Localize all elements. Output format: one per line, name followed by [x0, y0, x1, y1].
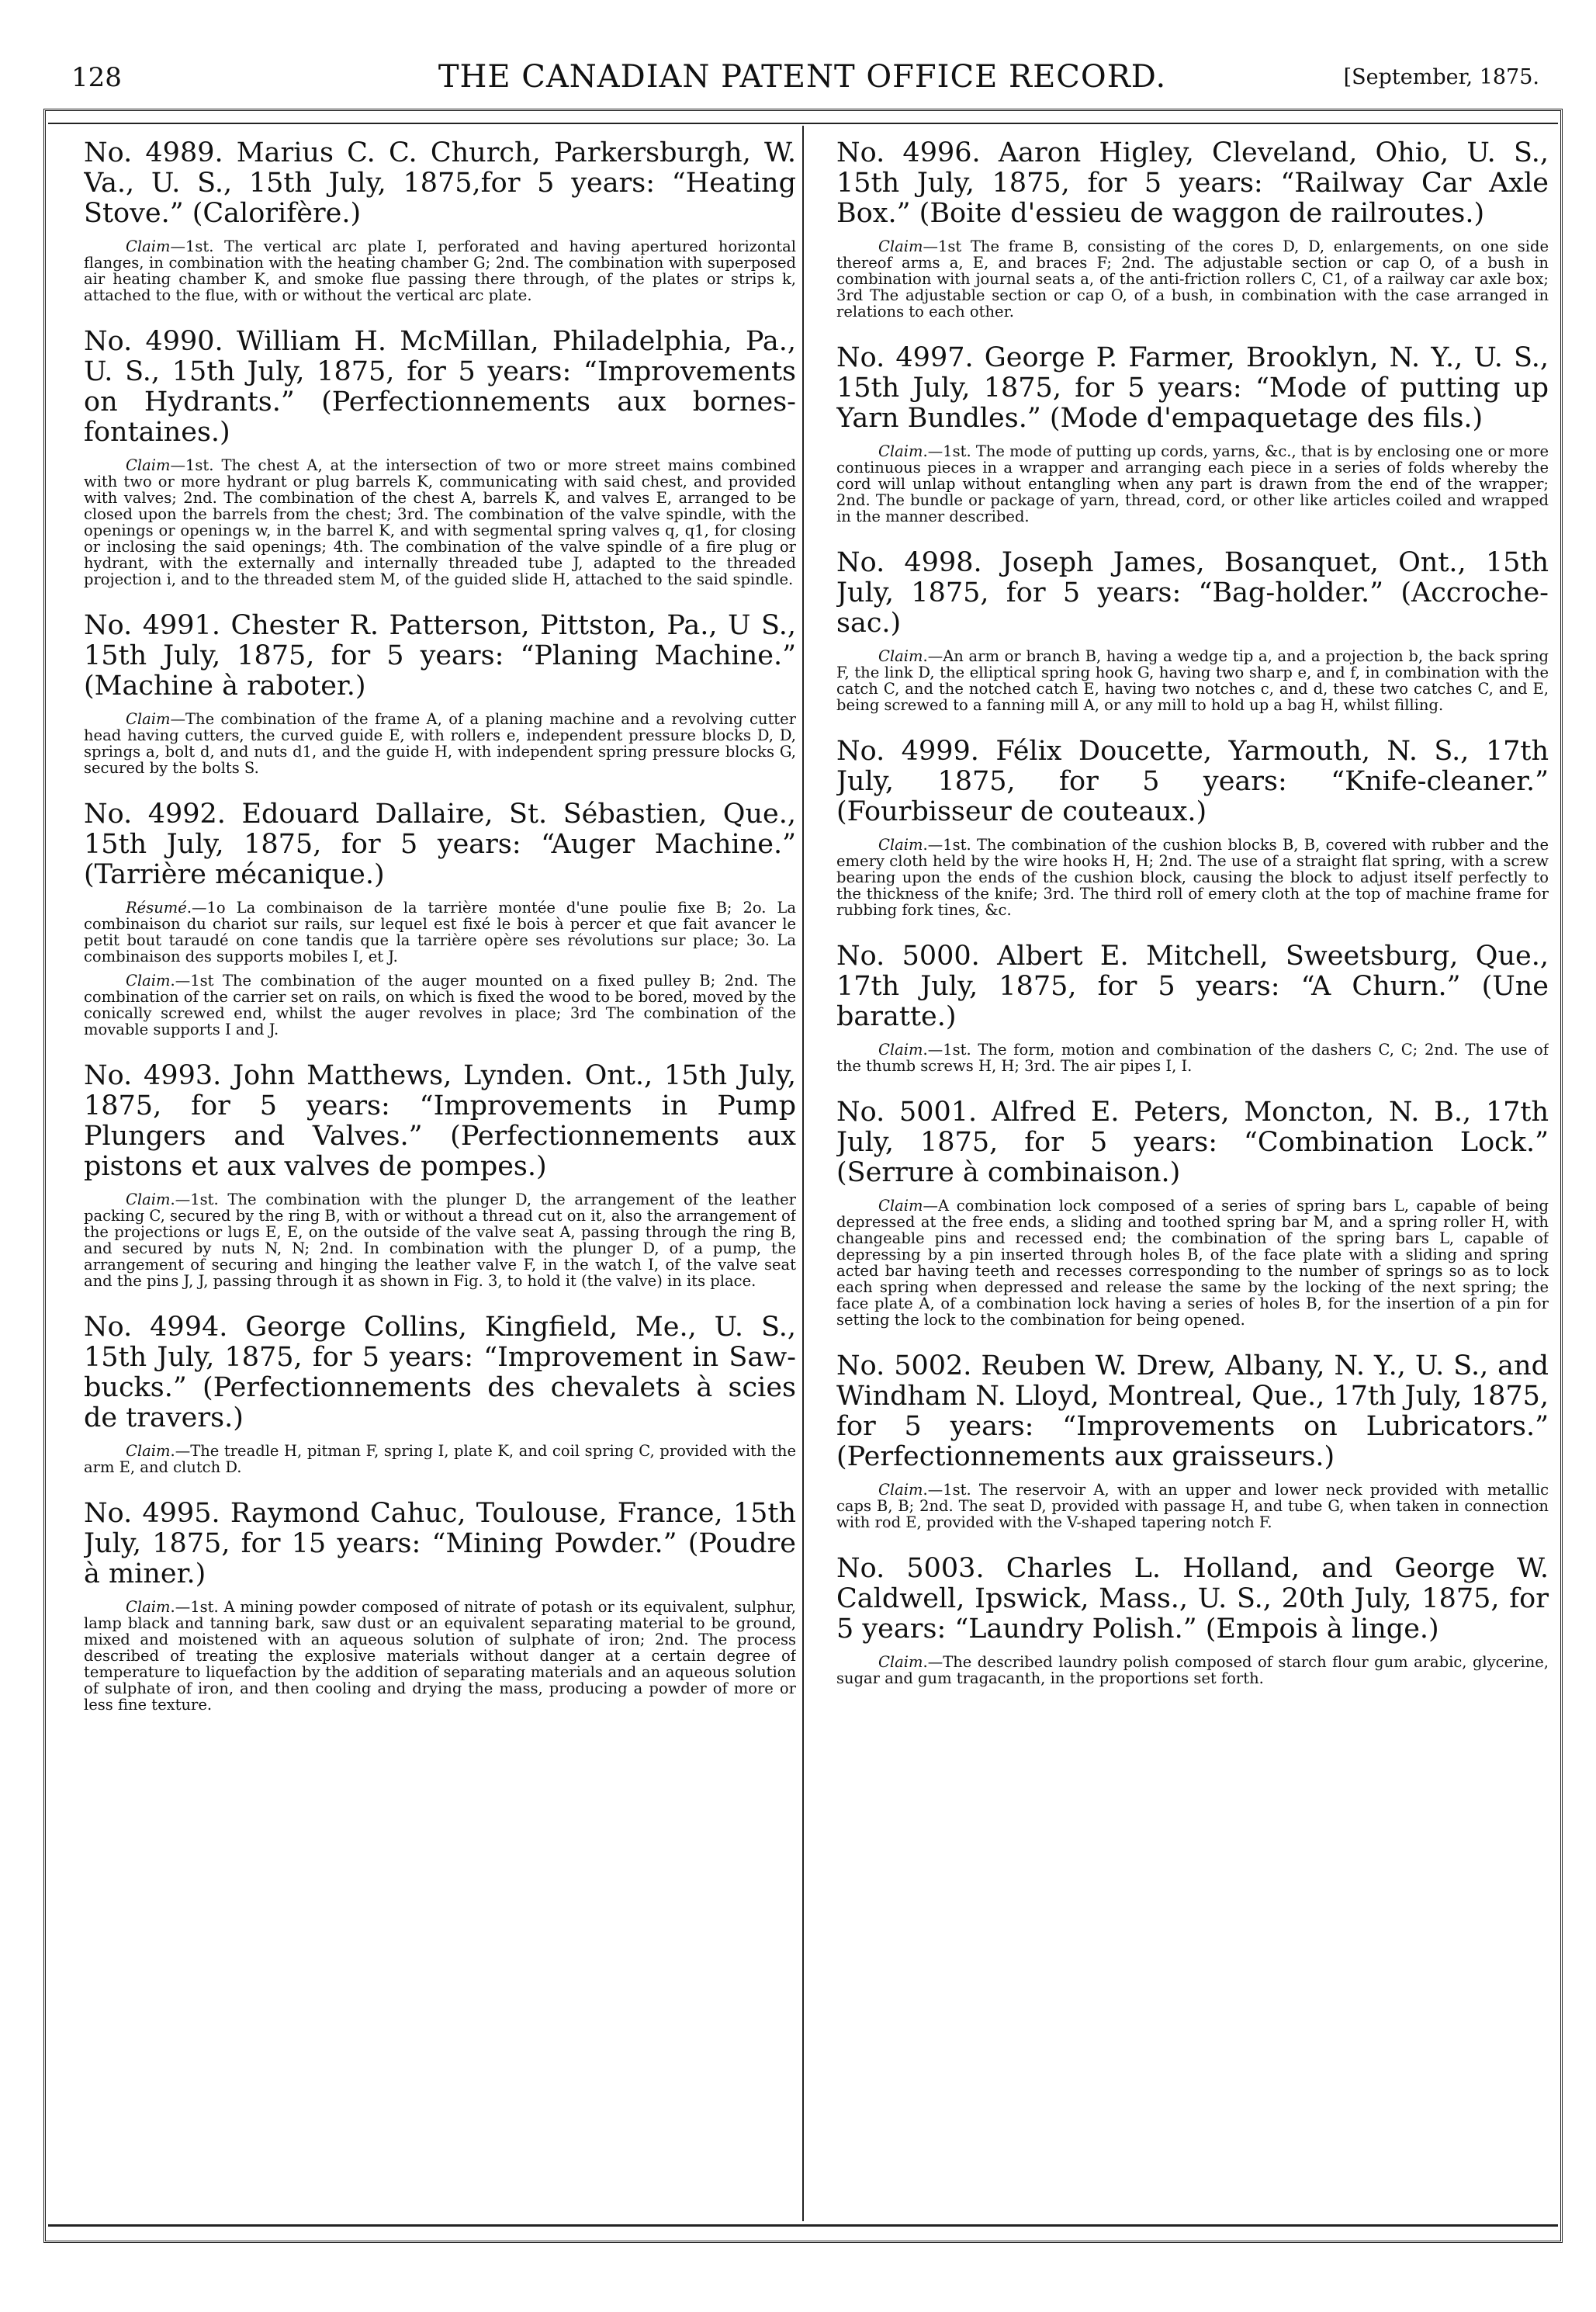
page-title: THE CANADIAN PATENT OFFICE RECORD. — [438, 59, 1167, 95]
claim-text: .—1o La combinaison de la tarrière montée d'une poulie fixe B; 2o. La combinaison du chariot sur rails, sur lequel est fixé le bois à percer et que fait avancer le petit bout taraudé on cone tandis que la tarrière opère ses révolutions sur place; 3o. La combinaison des supports mobiles I, et J. — [84, 899, 796, 965]
patent-entry — [84, 138, 796, 303]
claim-label: Claim — [878, 647, 923, 665]
claim-label: Claim — [878, 442, 923, 460]
patent-entry — [836, 343, 1549, 525]
claim-paragraph — [836, 837, 1549, 918]
claim-text: —A combination lock composed of a series of spring bars L, capable of being depressed at the free ends, a sliding and toothed spring bar M, and a spring roller H, with changeable pins and recessed end; the combination of the spring bars L, capable of depressing by a pin inserted through holes B, of the face plate with a sliding and spring acted bar having teeth and recesses corresponding to the number of springs so as to lock each spring when depressed and release the same by the locking of the next spring; the face plate A, of a combination lock having a series of holes B, for the insertion of a pin for setting the lock to the combination for being opened. — [836, 1197, 1549, 1329]
claim-text: .—1st. The combination with the plunger D, the arrangement of the leather packing C, secured by the ring B, with or without a thread cut on it, also the arrangement of the projections or lugs E, E, on the outside of the valve seat A, passing through the ring B, and secured by nuts N, N; 2nd. In combination with the plunger D, of a pump, the arrangement of securing and hinging the leather valve F, in the watch I, of the valve seat and the pins J, J, passing through it as shown in Fig. 3, to hold it (the valve) in its place. — [84, 1191, 796, 1290]
patent-heading: No. 4997. George P. Farmer, Brooklyn, N. Y., U. S., 15th July, 1875, for 5 years: “Mode of putting up Yarn Bundles.” (Mode d'empaquetage des fils.) — [836, 342, 1549, 434]
claim-paragraph — [84, 899, 796, 965]
patent-entry — [84, 327, 796, 588]
claim-text: .—1st. The reservoir A, with an upper and lower neck provided with metallic caps B, B; 2nd. The seat D, provided with passage H, and tube G, when taken in connection with rod E, provided with the V-shaped tapering notch F. — [836, 1481, 1549, 1531]
patent-heading: No. 4993. John Matthews, Lynden. Ont., 15th July, 1875, for 5 years: “Improvements in Pump Plungers and Valves.” (Perfectionnements aux pistons et aux valves de pompes.) — [84, 1060, 796, 1182]
claim-label: Claim — [878, 836, 923, 854]
claim-label: Claim — [126, 1598, 171, 1616]
patent-heading: No. 4992. Edouard Dallaire, St. Sébastien, Que., 15th July, 1875, for 5 years: “Auger Machine.” (Tarrière mécanique.) — [84, 799, 796, 890]
right-column — [836, 138, 1549, 2218]
page-number: 128 — [71, 62, 122, 93]
claim-label: Claim — [126, 1191, 171, 1208]
claim-label: Claim — [126, 710, 171, 728]
claim-text: .—1st. The form, motion and combination of the dashers C, C; 2nd. The use of the thumb screws H, H; 3rd. The air pipes I, I. — [836, 1041, 1549, 1075]
claim-label: Claim — [878, 1481, 923, 1499]
claim-text: .—The treadle H, pitman F, spring I, plate K, and coil spring C, provided with the arm E, and clutch D. — [84, 1442, 796, 1476]
patent-heading: No. 5003. Charles L. Holland, and George W. Caldwell, Ipswick, Mass., U. S., 20th July, 1875, for 5 years: “Laundry Polish.” (Empois à linge.) — [836, 1553, 1549, 1645]
left-column — [84, 138, 796, 2218]
claim-paragraph — [84, 457, 796, 588]
claim-paragraph — [836, 648, 1549, 713]
claim-paragraph — [84, 711, 796, 776]
claim-text: .—1st. A mining powder composed of nitrate of potash or its equivalent, sulphur, lamp black and tanning bark, saw dust or an equivalent separating material to be ground, mixed and moistened with an aqueous solution of sulphate of iron; 2nd. The process described of treating the explosive materials without danger at a certain degree of temperature to liquefaction by the addition of separating materials and an aqueous solution of sulphate of iron, and then cooling and drying the mass, producing a powder of more or less fine texture. — [84, 1598, 796, 1714]
patent-heading: No. 4989. Marius C. C. Church, Parkersburgh, W. Va., U. S., 15th July, 1875,for 5 years: “Heating Stove.” (Calorifère.) — [84, 138, 796, 229]
patent-entry — [836, 1554, 1549, 1686]
claim-text: .—1st. The combination of the cushion blocks B, B, covered with rubber and the emery cloth held by the wire hooks H, H; 2nd. The use of a straight flat spring, with a screw bearing upon the ends of the cushion block, causing the block to adjust itself perfectly to the thickness of the knife; 3rd. The third roll of emery cloth at the top of machine frame for rubbing fork tines, &c. — [836, 836, 1549, 919]
patent-entry — [84, 1312, 796, 1475]
claim-label: Résumé — [126, 899, 187, 917]
patent-heading: No. 4994. George Collins, Kingfield, Me., U. S., 15th July, 1875, for 5 years: “Improvement in Saw-bucks.” (Perfectionnements des chevalets à scies de travers.) — [84, 1312, 796, 1433]
patent-entry — [836, 1097, 1549, 1328]
claim-label: Claim — [878, 1197, 923, 1215]
patent-heading: No. 4991. Chester R. Patterson, Pittston, Pa., U S., 15th July, 1875, for 5 years: “Planing Machine.” (Machine à raboter.) — [84, 610, 796, 702]
patent-heading: No. 5001. Alfred E. Peters, Moncton, N. B., 17th July, 1875, for 5 years: “Combination Lock.” (Serrure à combinaison.) — [836, 1097, 1549, 1188]
claim-paragraph — [84, 1191, 796, 1289]
claim-text: —1st. The chest A, at the intersection of two or more street mains combined with two or more hydrant or plug barrels K, communicating with said chest, and provided with valves; 2nd. The combination of the chest A, barrels K, and valves E, arranged to be closed upon the barrels from the chest; 3rd. The combination of the valve spindle, with the openings or openings w, in the barrel K, and with segmental spring valves q, q1, for closing or inclosing the said openings; 4th. The combination of the valve spindle of a fire plug or hydrant, with the externally and internally threaded tube J, adapted to the threaded projection i, and to the threaded stem M, of the guided slide H, attached to the said spindle. — [84, 456, 796, 588]
patent-entry — [836, 941, 1549, 1074]
claim-paragraph — [84, 1443, 796, 1475]
claim-paragraph — [836, 1482, 1549, 1530]
claim-paragraph — [836, 1042, 1549, 1074]
claim-text: —1st The frame B, consisting of the cores D, D, enlargements, on one side thereof arms a, E, and braces F; 2nd. The adjustable section or cap O, of a bush in combination with journal seats a, of the anti-friction rollers C, C1, of a railway car axle box; 3rd The adjustable section or cap O, of a bush, in combination with the case arranged in relations to each other. — [836, 237, 1549, 321]
bottom-rule — [48, 2224, 1558, 2227]
issue-date: [September, 1875. — [1343, 65, 1539, 89]
patent-heading: No. 4990. William H. McMillan, Philadelphia, Pa., U. S., 15th July, 1875, for 5 years: “Improvements on Hydrants.” (Perfectionnements aux bornes-fontaines.) — [84, 326, 796, 448]
claim-paragraph — [836, 238, 1549, 320]
column-divider — [802, 126, 804, 2221]
claim-paragraph — [84, 238, 796, 303]
patent-heading: No. 4995. Raymond Cahuc, Toulouse, France, 15th July, 1875, for 15 years: “Mining Powder.” (Poudre à miner.) — [84, 1498, 796, 1589]
patent-entry — [84, 611, 796, 776]
patent-heading: No. 4996. Aaron Higley, Cleveland, Ohio, U. S., 15th July, 1875, for 5 years: “Railway Car Axle Box.” (Boite d'essieu de waggon de railroutes.) — [836, 138, 1549, 229]
claim-text: .—1st. The mode of putting up cords, yarns, &c., that is by enclosing one or more continuous pieces in a wrapper and arranging each piece in a series of folds whereby the cord will unlap without entangling when any part is drawn from the end of the wrapper; 2nd. The bundle or package of yarn, thread, cord, or other like articles coiled and wrapped in the manner described. — [836, 442, 1549, 525]
claim-label: Claim — [878, 1041, 923, 1059]
patent-entry — [836, 737, 1549, 918]
patent-entry — [836, 1351, 1549, 1530]
claim-paragraph — [836, 1654, 1549, 1686]
patent-entry — [836, 138, 1549, 320]
claim-paragraph — [84, 972, 796, 1038]
patent-heading: No. 4998. Joseph James, Bosanquet, Ont., 15th July, 1875, for 5 years: “Bag-holder.” (Accroche-sac.) — [836, 547, 1549, 639]
claim-label: Claim — [126, 1442, 171, 1460]
claim-paragraph — [836, 443, 1549, 525]
claim-label: Claim — [126, 456, 171, 474]
claim-text: —1st. The vertical arc plate I, perforated and having apertured horizontal flanges, in combination with the heating chamber G; 2nd. The combination with superposed air heating chamber K, and smoke flue passing there through, of the plates or strips k, attached to the flue, with or without the vertical arc plate. — [84, 237, 796, 304]
top-rule — [48, 123, 1558, 124]
patent-entry — [836, 548, 1549, 713]
claim-label: Claim — [878, 1653, 923, 1671]
claim-text: .—The described laundry polish composed of starch flour gum arabic, glycerine, sugar and gum tragacanth, in the proportions set forth. — [836, 1653, 1549, 1687]
claim-paragraph — [84, 1599, 796, 1713]
claim-text: —The combination of the frame A, of a planing machine and a revolving cutter head having cutters, the curved guide E, with rollers e, independent pressure blocks D, D, springs a, bolt d, and nuts d1, and the guide H, with independent spring pressure blocks G, secured by the bolts S. — [84, 710, 796, 777]
patent-heading: No. 5000. Albert E. Mitchell, Sweetsburg, Que., 17th July, 1875, for 5 years: “A Churn.” (Une baratte.) — [836, 941, 1549, 1032]
patent-entry — [84, 799, 796, 1038]
claim-label: Claim — [878, 237, 923, 255]
patent-entry — [84, 1061, 796, 1289]
claim-paragraph — [836, 1198, 1549, 1328]
claim-text: .—1st The combination of the auger mounted on a fixed pulley B; 2nd. The combination of the carrier set on rails, on which is fixed the wood to be bored, moved by the conically screwed end, whilst the auger revolves in place; 3rd The combination of the movable supports I and J. — [84, 972, 796, 1038]
patent-heading: No. 4999. Félix Doucette, Yarmouth, N. S., 17th July, 1875, for 5 years: “Knife-cleaner.” (Fourbisseur de couteaux.) — [836, 736, 1549, 827]
claim-text: .—An arm or branch B, having a wedge tip a, and a projection b, the back spring F, the link D, the elliptical spring hook G, having two sharp e, and f, in combination with the catch C, and the notched catch E, having two notches c, and d, these two catches C, and E, being screwed to a fanning mill A, or any mill to hold up a bag H, whilst filling. — [836, 647, 1549, 714]
patent-entry — [84, 1499, 796, 1713]
patent-heading: No. 5002. Reuben W. Drew, Albany, N. Y., U. S., and Windham N. Lloyd, Montreal, Que., 17th July, 1875, for 5 years: “Improvements on Lubricators.” (Perfectionnements aux graisseurs.) — [836, 1350, 1549, 1472]
claim-label: Claim — [126, 972, 171, 990]
page-header — [65, 56, 1539, 102]
claim-label: Claim — [126, 237, 171, 255]
